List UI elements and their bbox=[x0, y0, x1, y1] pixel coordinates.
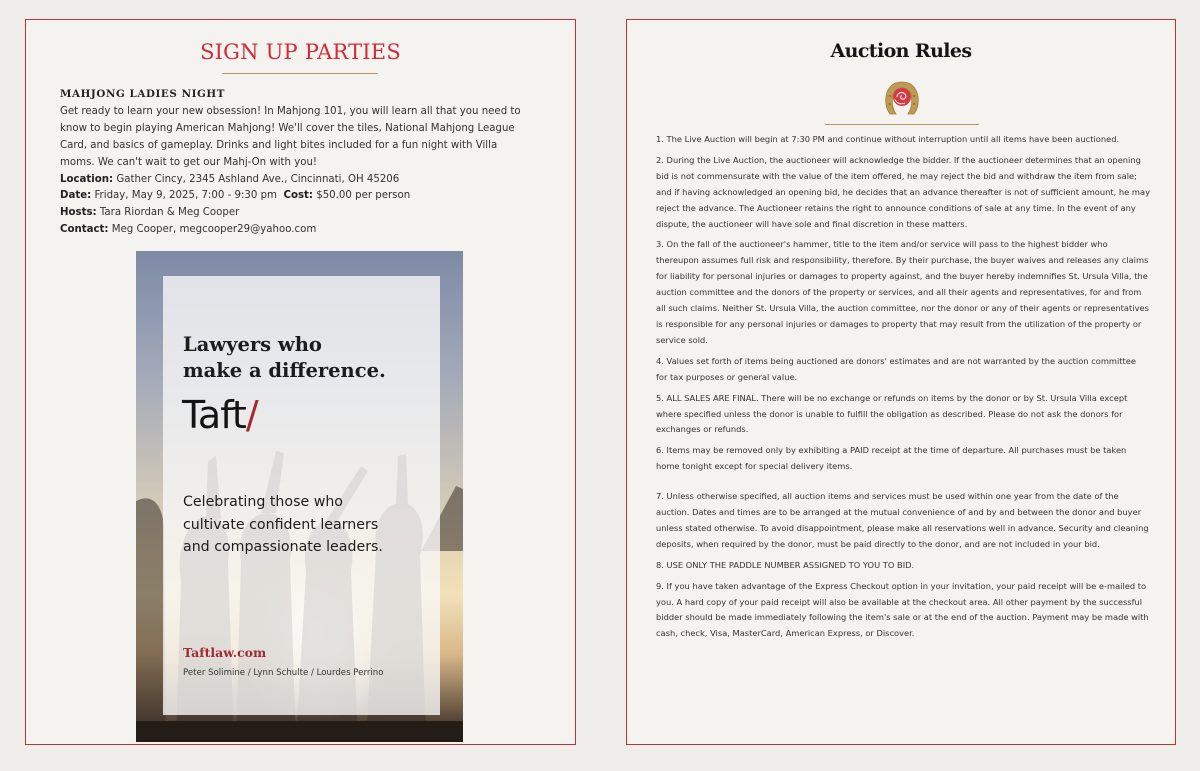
taft-advertisement bbox=[136, 251, 463, 742]
rule-item: 4. Values set forth of items being auctioned are donors' estimates and are not warranted by the auction committee for tax purposes or general value. bbox=[656, 355, 1137, 382]
location-value: Gather Cincy, 2345 Ashland Ave., Cincinnati, OH 45206 bbox=[116, 173, 400, 185]
page-title: SIGN UP PARTIES bbox=[200, 40, 401, 64]
ad-tagline: Celebrating those who cultivate confident learners and compassionate leaders. bbox=[183, 494, 383, 556]
taft-logo bbox=[182, 393, 258, 437]
rule-item: 9. If you have taken advantage of the Express Checkout option in your invitation, your paid receipt will be e-mailed to you. A hard copy of your paid receipt will also be available at the checkout area. All other payment by the successful bidder should be made immediately following the item's sale or at the end of the auction. Payment may be made with cash, check, Visa, MasterCard, American Express, or Discover. bbox=[656, 580, 1149, 639]
auction-rules-list bbox=[656, 132, 1150, 647]
title-divider bbox=[825, 124, 979, 125]
cost-value: $50.00 per person bbox=[316, 190, 411, 202]
title-divider bbox=[222, 73, 378, 74]
contact-value: Meg Cooper, megcooper29@yahoo.com bbox=[111, 224, 317, 236]
rule-item: 2. During the Live Auction, the auctioneer will acknowledge the bidder. If the auctioneer determines that an opening bid is not commensurate with the value of the item offered, he may reject the bid and withdraw the item from sale; and if having acknowledged an opening bid, he decides that an advance thereafter is not of sufficient amount, he may reject the advance. The Auctioneer retains the right to announce conditions of sale at any time. In the event of any dispute, the auctioneer will have sole and final discretion in these matters. bbox=[656, 154, 1150, 229]
rule-item: 1. The Live Auction will begin at 7:30 PM and continue without interruption until all items have been auctioned. bbox=[656, 134, 1120, 144]
rule-item: 7. Unless otherwise specified, all auction items and services must be used within one year from the date of the auction. Dates and times are to be arranged at the mutual convenience of and by and between the donor and buyer unless stated otherwise. To avoid disappointment, please make all reservations well in advance. Security and cleaning deposits, when required by the donor, must be paid directly to the donor, and are not included in your bid. bbox=[656, 491, 1149, 549]
event-description: Get ready to learn your new obsession! In Mahjong 101, you will learn all that you need to know to begin playing American Mahjong! We'll cover the tiles, National Mahjong League Card, and basics of gameplay. Drinks and light bites included for a fun night with Villa moms. We can't wait to get our Mahj-On with you! bbox=[60, 105, 521, 168]
event-hosts bbox=[60, 205, 530, 222]
rule-item: 6. Items may be removed only by exhibiting a PAID receipt at the time of departure. All purchases must be taken home tonight except for special delivery items. bbox=[656, 445, 1127, 472]
hosts-label: Hosts: bbox=[60, 207, 97, 219]
logo-text: Taft bbox=[182, 393, 246, 437]
ad-website-link[interactable]: Taftlaw.com bbox=[183, 645, 267, 660]
ad-headline: Lawyers who make a difference. bbox=[183, 333, 386, 382]
rule-item: 3. On the fall of the auctioneer's hammer, title to the item and/or service will pass to the highest bidder who thereupon assumes full risk and responsibility, therefore. By their purchase, the buyer waives and releases any claims for liability for personal injuries or damages to property against, and the buyer hereby indemnifies St. Ursula Villa, the auction committee and the donors of the property or services, and all their agents and representatives, for and from all such claims. Neither St. Ursula Villa, the auction committee, nor the donor or any of their agents or representatives is responsible for any personal injuries or damages to property that may result from the utilization of the property or service sold. bbox=[656, 239, 1149, 345]
date-value: Friday, May 9, 2025, 7:00 - 9:30 pm bbox=[94, 190, 277, 202]
horseshoe-rose-icon bbox=[882, 78, 922, 118]
event-name: MAHJONG LADIES NIGHT bbox=[60, 88, 226, 100]
ad-attorney-names: Peter Solimine / Lynn Schulte / Lourdes Perrino bbox=[183, 668, 384, 678]
page-title: Auction Rules bbox=[830, 40, 972, 62]
date-label: Date: bbox=[60, 190, 92, 202]
event-location bbox=[60, 172, 530, 189]
event-date-cost bbox=[60, 188, 530, 205]
ad-card bbox=[163, 276, 440, 715]
rule-item: 5. ALL SALES ARE FINAL. There will be no exchange or refunds on items by the donor or by St. Ursula Villa except where specified unless the donor is unable to fulfill the obligation as described. Please do not ask the donors for exchanges or refunds. bbox=[656, 392, 1128, 435]
rule-item: 8. USE ONLY THE PADDLE NUMBER ASSIGNED TO YOU TO BID. bbox=[656, 559, 915, 570]
sign-up-parties-page bbox=[25, 19, 576, 745]
hosts-value: Tara Riordan & Meg Cooper bbox=[99, 207, 240, 219]
location-label: Location: bbox=[60, 173, 114, 185]
contact-label: Contact: bbox=[60, 224, 109, 236]
cost-label: Cost: bbox=[283, 190, 313, 202]
event-contact bbox=[60, 222, 530, 239]
event-mahjong-ladies-night bbox=[60, 86, 530, 239]
auction-rules-page bbox=[626, 19, 1176, 745]
logo-slash: / bbox=[245, 393, 258, 437]
